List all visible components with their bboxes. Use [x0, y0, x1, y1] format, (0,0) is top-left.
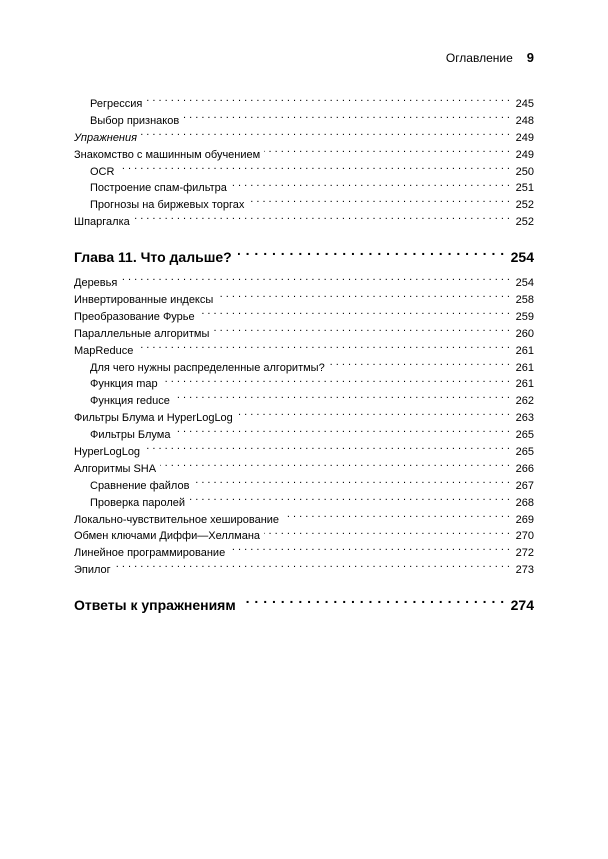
toc-entry-title: Глава 11. Что дальше?: [74, 249, 232, 266]
dot-leader: [238, 248, 505, 262]
toc-entry[interactable]: [74, 562, 534, 579]
dot-leader: [189, 495, 510, 506]
dot-leader: [146, 96, 510, 107]
toc-entry[interactable]: [74, 495, 534, 512]
toc-entry[interactable]: [74, 292, 534, 309]
toc-entry-title: Функция map: [90, 378, 158, 391]
dot-leader: [231, 180, 510, 191]
toc-entry-title: Преобразование Фурье: [74, 310, 195, 323]
toc-entry-title: Сравнение файлов: [90, 479, 190, 492]
dot-leader: [248, 197, 510, 208]
dot-leader: [183, 113, 510, 124]
toc-entry-page: 273: [515, 564, 534, 577]
spacer: [74, 579, 534, 593]
dot-leader: [162, 376, 510, 387]
toc-entry[interactable]: [74, 197, 534, 214]
section-title: Оглавление: [445, 51, 513, 65]
toc-entry-page: 266: [515, 462, 534, 475]
dot-leader: [118, 164, 510, 175]
toc-entry-page: 258: [515, 294, 534, 307]
dot-leader: [193, 478, 510, 489]
toc-entry-title: Построение спам-фильтра: [90, 182, 227, 195]
toc-entry[interactable]: [74, 343, 534, 360]
toc-entry-page: 268: [515, 496, 534, 509]
toc-entry-page: 249: [515, 131, 534, 144]
toc-entry[interactable]: [74, 309, 534, 326]
toc-entry[interactable]: [74, 444, 534, 461]
dot-leader: [264, 147, 510, 158]
toc-entry-title: Проверка паролей: [90, 496, 186, 509]
toc-entry-title: Прогнозы на биржевых торгах: [90, 199, 245, 212]
toc-entry[interactable]: [74, 512, 534, 529]
dot-leader: [144, 444, 510, 455]
toc-entry[interactable]: [74, 360, 534, 377]
toc-entry-page: 250: [515, 165, 534, 178]
toc-entry-title: OCR: [90, 165, 115, 178]
toc-entry[interactable]: [74, 528, 534, 545]
spacer: [74, 231, 534, 245]
toc-entry-title: Фильтры Блума и HyperLogLog: [74, 412, 233, 425]
toc-entry-title: Выбор признаков: [90, 114, 180, 127]
toc-entry-title: MapReduce: [74, 344, 134, 357]
toc-chapter[interactable]: [74, 593, 534, 617]
dot-leader: [329, 360, 510, 371]
toc-entry[interactable]: [74, 545, 534, 562]
toc-entry[interactable]: [74, 214, 534, 231]
toc-entry-title: Регрессия: [90, 98, 143, 110]
toc-entry-page: 263: [515, 412, 534, 425]
toc-entry[interactable]: [74, 275, 534, 292]
dot-leader: [199, 309, 510, 320]
dot-leader: [213, 326, 510, 337]
dot-leader: [217, 292, 510, 303]
toc-entry[interactable]: [74, 478, 534, 495]
toc-entry-title: Упражнения: [74, 131, 137, 144]
toc-entry-title: Инвертированные индексы: [74, 294, 214, 307]
toc-entry-page: 265: [515, 446, 534, 459]
toc-chapter[interactable]: [74, 245, 534, 269]
toc-entry-title: Для чего нужны распределенные алгоритмы?: [90, 361, 325, 374]
toc-entry[interactable]: [74, 147, 534, 164]
toc-entry-title: Знакомство с машинным обучением: [74, 148, 261, 161]
toc-entry-title: Деревья: [74, 277, 118, 290]
toc-entry[interactable]: [74, 130, 534, 147]
toc-entry[interactable]: [74, 326, 534, 343]
toc-entry-page: 261: [515, 378, 534, 391]
toc-entry-page: 252: [515, 216, 534, 229]
dot-leader: [237, 410, 510, 421]
toc-entry-page: 248: [515, 114, 534, 127]
dot-leader: [141, 130, 510, 141]
toc-entry[interactable]: [74, 376, 534, 393]
toc-entry[interactable]: [74, 393, 534, 410]
toc-entry-title: Функция reduce: [90, 395, 170, 408]
toc-entry-page: 272: [515, 547, 534, 560]
dot-leader: [115, 562, 510, 573]
table-of-contents: [74, 96, 534, 623]
toc-entry-page: 249: [515, 148, 534, 161]
toc-entry-page: 262: [515, 395, 534, 408]
dot-leader: [134, 214, 510, 225]
toc-entry-title: Локально-чувствительное хеширование: [74, 513, 280, 526]
toc-entry-page: 261: [515, 361, 534, 374]
toc-entry[interactable]: [74, 180, 534, 197]
toc-entry-page: 260: [515, 327, 534, 340]
toc-entry-page: 252: [515, 199, 534, 212]
dot-leader: [121, 275, 510, 286]
toc-entry-page: 261: [515, 344, 534, 357]
toc-entry-page: 259: [515, 310, 534, 323]
toc-entry-page: 274: [510, 597, 534, 614]
toc-entry[interactable]: [74, 461, 534, 478]
running-header: [74, 50, 534, 65]
toc-entry-page: 265: [515, 429, 534, 442]
dot-leader: [174, 393, 510, 404]
dot-leader: [229, 545, 510, 556]
dot-leader: [137, 343, 510, 354]
toc-entry[interactable]: [74, 410, 534, 427]
toc-entry-title: Обмен ключами Диффи—Хеллмана: [74, 530, 261, 543]
dot-leader: [160, 461, 510, 472]
toc-entry-page: 267: [515, 479, 534, 492]
dot-leader: [175, 427, 511, 438]
toc-entry-page: 251: [515, 182, 534, 195]
toc-entry-page: 254: [510, 249, 534, 266]
toc-entry-title: Эпилог: [74, 564, 111, 577]
toc-entry-title: Шпаргалка: [74, 216, 130, 229]
toc-entry-page: 270: [515, 530, 534, 543]
spacer: [74, 617, 534, 623]
toc-entry-title: Фильтры Блума: [90, 429, 171, 442]
toc-entry[interactable]: [74, 96, 534, 113]
toc-entry-title: Алгоритмы SHA: [74, 462, 157, 475]
page-number: 9: [526, 50, 534, 65]
toc-entry-title: HyperLogLog: [74, 446, 141, 459]
toc-entry-page: 245: [515, 98, 534, 110]
toc-entry-title: Параллельные алгоритмы: [74, 327, 210, 340]
dot-leader: [242, 596, 505, 610]
toc-entry-page: 269: [515, 513, 534, 526]
toc-entry-title: Линейное программирование: [74, 547, 226, 560]
toc-entry[interactable]: [74, 427, 534, 444]
toc-entry-page: 254: [515, 277, 534, 290]
toc-entry[interactable]: [74, 113, 534, 130]
dot-leader: [264, 528, 510, 539]
toc-entry-title: Ответы к упражнениям: [74, 597, 236, 614]
toc-entry[interactable]: [74, 164, 534, 181]
dot-leader: [283, 512, 510, 523]
